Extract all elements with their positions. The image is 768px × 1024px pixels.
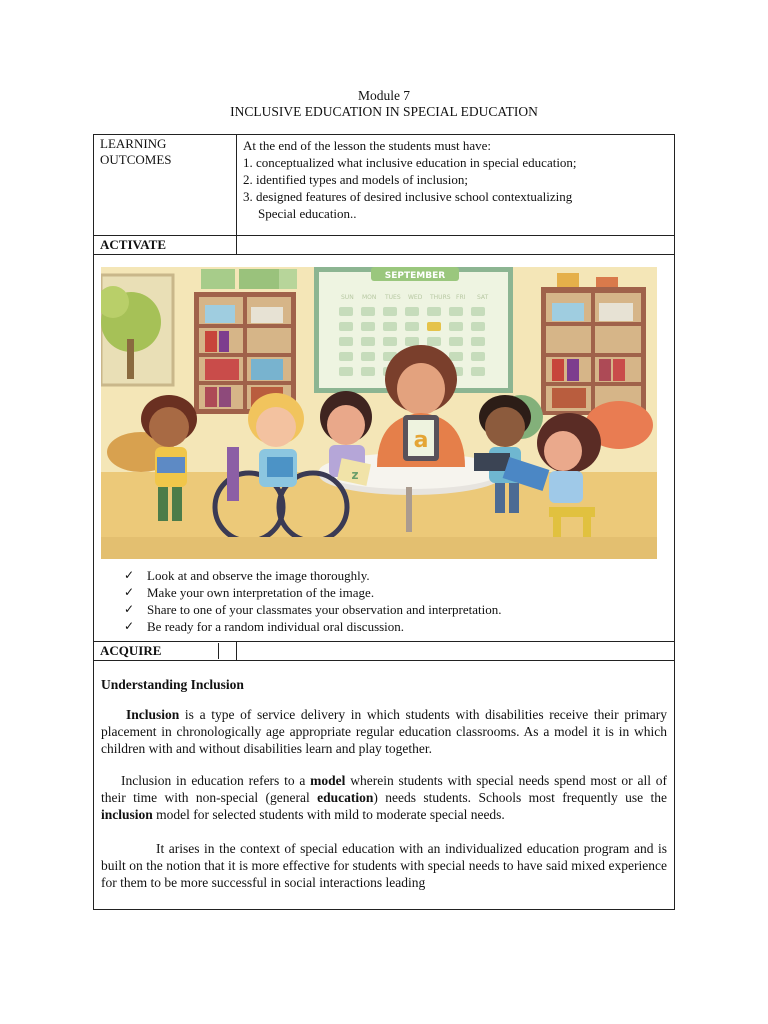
label-line-1: LEARNING (100, 136, 167, 151)
calendar-day-cell (361, 307, 375, 316)
label-line-2: OUTCOMES (100, 152, 172, 167)
weekday-label: SAT (477, 294, 489, 301)
calendar-day-cell (471, 367, 485, 376)
activate-label: ACTIVATE (94, 236, 237, 255)
activate-content-row (94, 255, 675, 642)
activate-content (94, 255, 675, 642)
activate-row (94, 236, 675, 255)
calendar-day-cell (383, 337, 397, 346)
calendar-title: SEPTEMBER (384, 271, 446, 281)
paragraph-3: It arises in the context of special education with an individualized education program and is built on the notion that it is more effective for students with special needs to have said mixed experience for them to be more successful in social interactions leading (101, 841, 667, 890)
calendar-day-cell (339, 322, 353, 331)
calendar-day-cell (405, 322, 419, 331)
activate-empty-cell (237, 236, 675, 255)
calendar-day-cell (427, 337, 441, 346)
calendar-day-cell (471, 322, 485, 331)
tablet-letter: a (413, 428, 429, 453)
acquire-label-text: ACQUIRE (100, 643, 219, 659)
calendar-day-cell (383, 307, 397, 316)
calendar-day-cell (339, 367, 353, 376)
checkmark-icon: ✓ (124, 568, 135, 582)
outcome-item: 3. designed features of desired inclusive school contextualizing (243, 189, 573, 204)
checkmark-icon: ✓ (124, 602, 135, 616)
paragraph-2: Inclusion in education refers to a model wherein students with special needs spend most or all of their time with non-special (general education) needs students. Schools most frequently use the inclusion model for selected students with mild to moderate special needs. (101, 773, 667, 822)
checkmark-icon: ✓ (124, 619, 135, 633)
outcome-item: 2. identified types and models of inclusion; (243, 172, 468, 187)
calendar-day-cell (361, 367, 375, 376)
module-number: Module 7 (357, 88, 411, 103)
calendar-day-cell (383, 322, 397, 331)
paragraph-1: Inclusion is a type of service delivery in which students with disabilities receive their primary placement in chronologically age appropriate regular education classrooms. As a model it is in which children with and without disabilities learn and play together. (101, 707, 667, 756)
calendar-day-cell (339, 307, 353, 316)
instruction-item: ✓ Share to one of your classmates your observation and interpretation. (124, 602, 502, 617)
learning-outcomes-label (94, 135, 237, 236)
outcomes-intro: At the end of the lesson the students must have: (243, 138, 492, 153)
weekday-label: MON (362, 294, 377, 301)
checkmark-icon: ✓ (124, 585, 135, 599)
module-title: INCLUSIVE EDUCATION IN SPECIAL EDUCATION (230, 104, 538, 119)
calendar-day-cell (339, 337, 353, 346)
calendar-day-cell (449, 307, 463, 316)
calendar-day-cell (449, 337, 463, 346)
weekday-label: THURS (430, 294, 451, 301)
outcome-item: 1. conceptualized what inclusive education in special education; (243, 155, 577, 170)
calendar-day-cell (449, 352, 463, 361)
card-letter: z (351, 468, 359, 482)
calendar-day-cell (405, 307, 419, 316)
acquire-content (94, 661, 675, 910)
calendar-day-cell (471, 337, 485, 346)
acquire-label (94, 642, 237, 661)
calendar-day-cell (339, 352, 353, 361)
calendar-day-cell (427, 322, 441, 331)
instruction-item: ✓ Be ready for a random individual oral discussion. (124, 619, 405, 634)
calendar-day-cell (405, 337, 419, 346)
calendar-day-cell (471, 352, 485, 361)
acquire-row (94, 642, 675, 661)
acquire-content-row (94, 661, 675, 910)
calendar-day-cell (361, 322, 375, 331)
outcome-item-continued: Special education.. (258, 206, 357, 221)
section-heading: Understanding Inclusion (101, 677, 244, 692)
weekday-label: TUES (385, 294, 401, 301)
weekday-label: FRI (456, 294, 466, 301)
acquire-empty-cell (237, 642, 675, 661)
calendar-day-cell (427, 307, 441, 316)
calendar-day-cell (361, 352, 375, 361)
instruction-list (94, 567, 674, 635)
classroom-illustration (101, 267, 657, 559)
calendar-day-cell (471, 307, 485, 316)
calendar-day-cell (449, 322, 463, 331)
weekday-label: WED (408, 294, 423, 301)
instruction-item: ✓ Look at and observe the image thoroughly. (124, 568, 370, 583)
learning-outcomes-row (94, 135, 675, 236)
instruction-item: ✓ Make your own interpretation of the image. (124, 585, 375, 600)
learning-outcomes-content (237, 135, 675, 236)
calendar-day-cell (361, 337, 375, 346)
weekday-label: SUN (341, 294, 354, 301)
module-table (93, 134, 675, 910)
